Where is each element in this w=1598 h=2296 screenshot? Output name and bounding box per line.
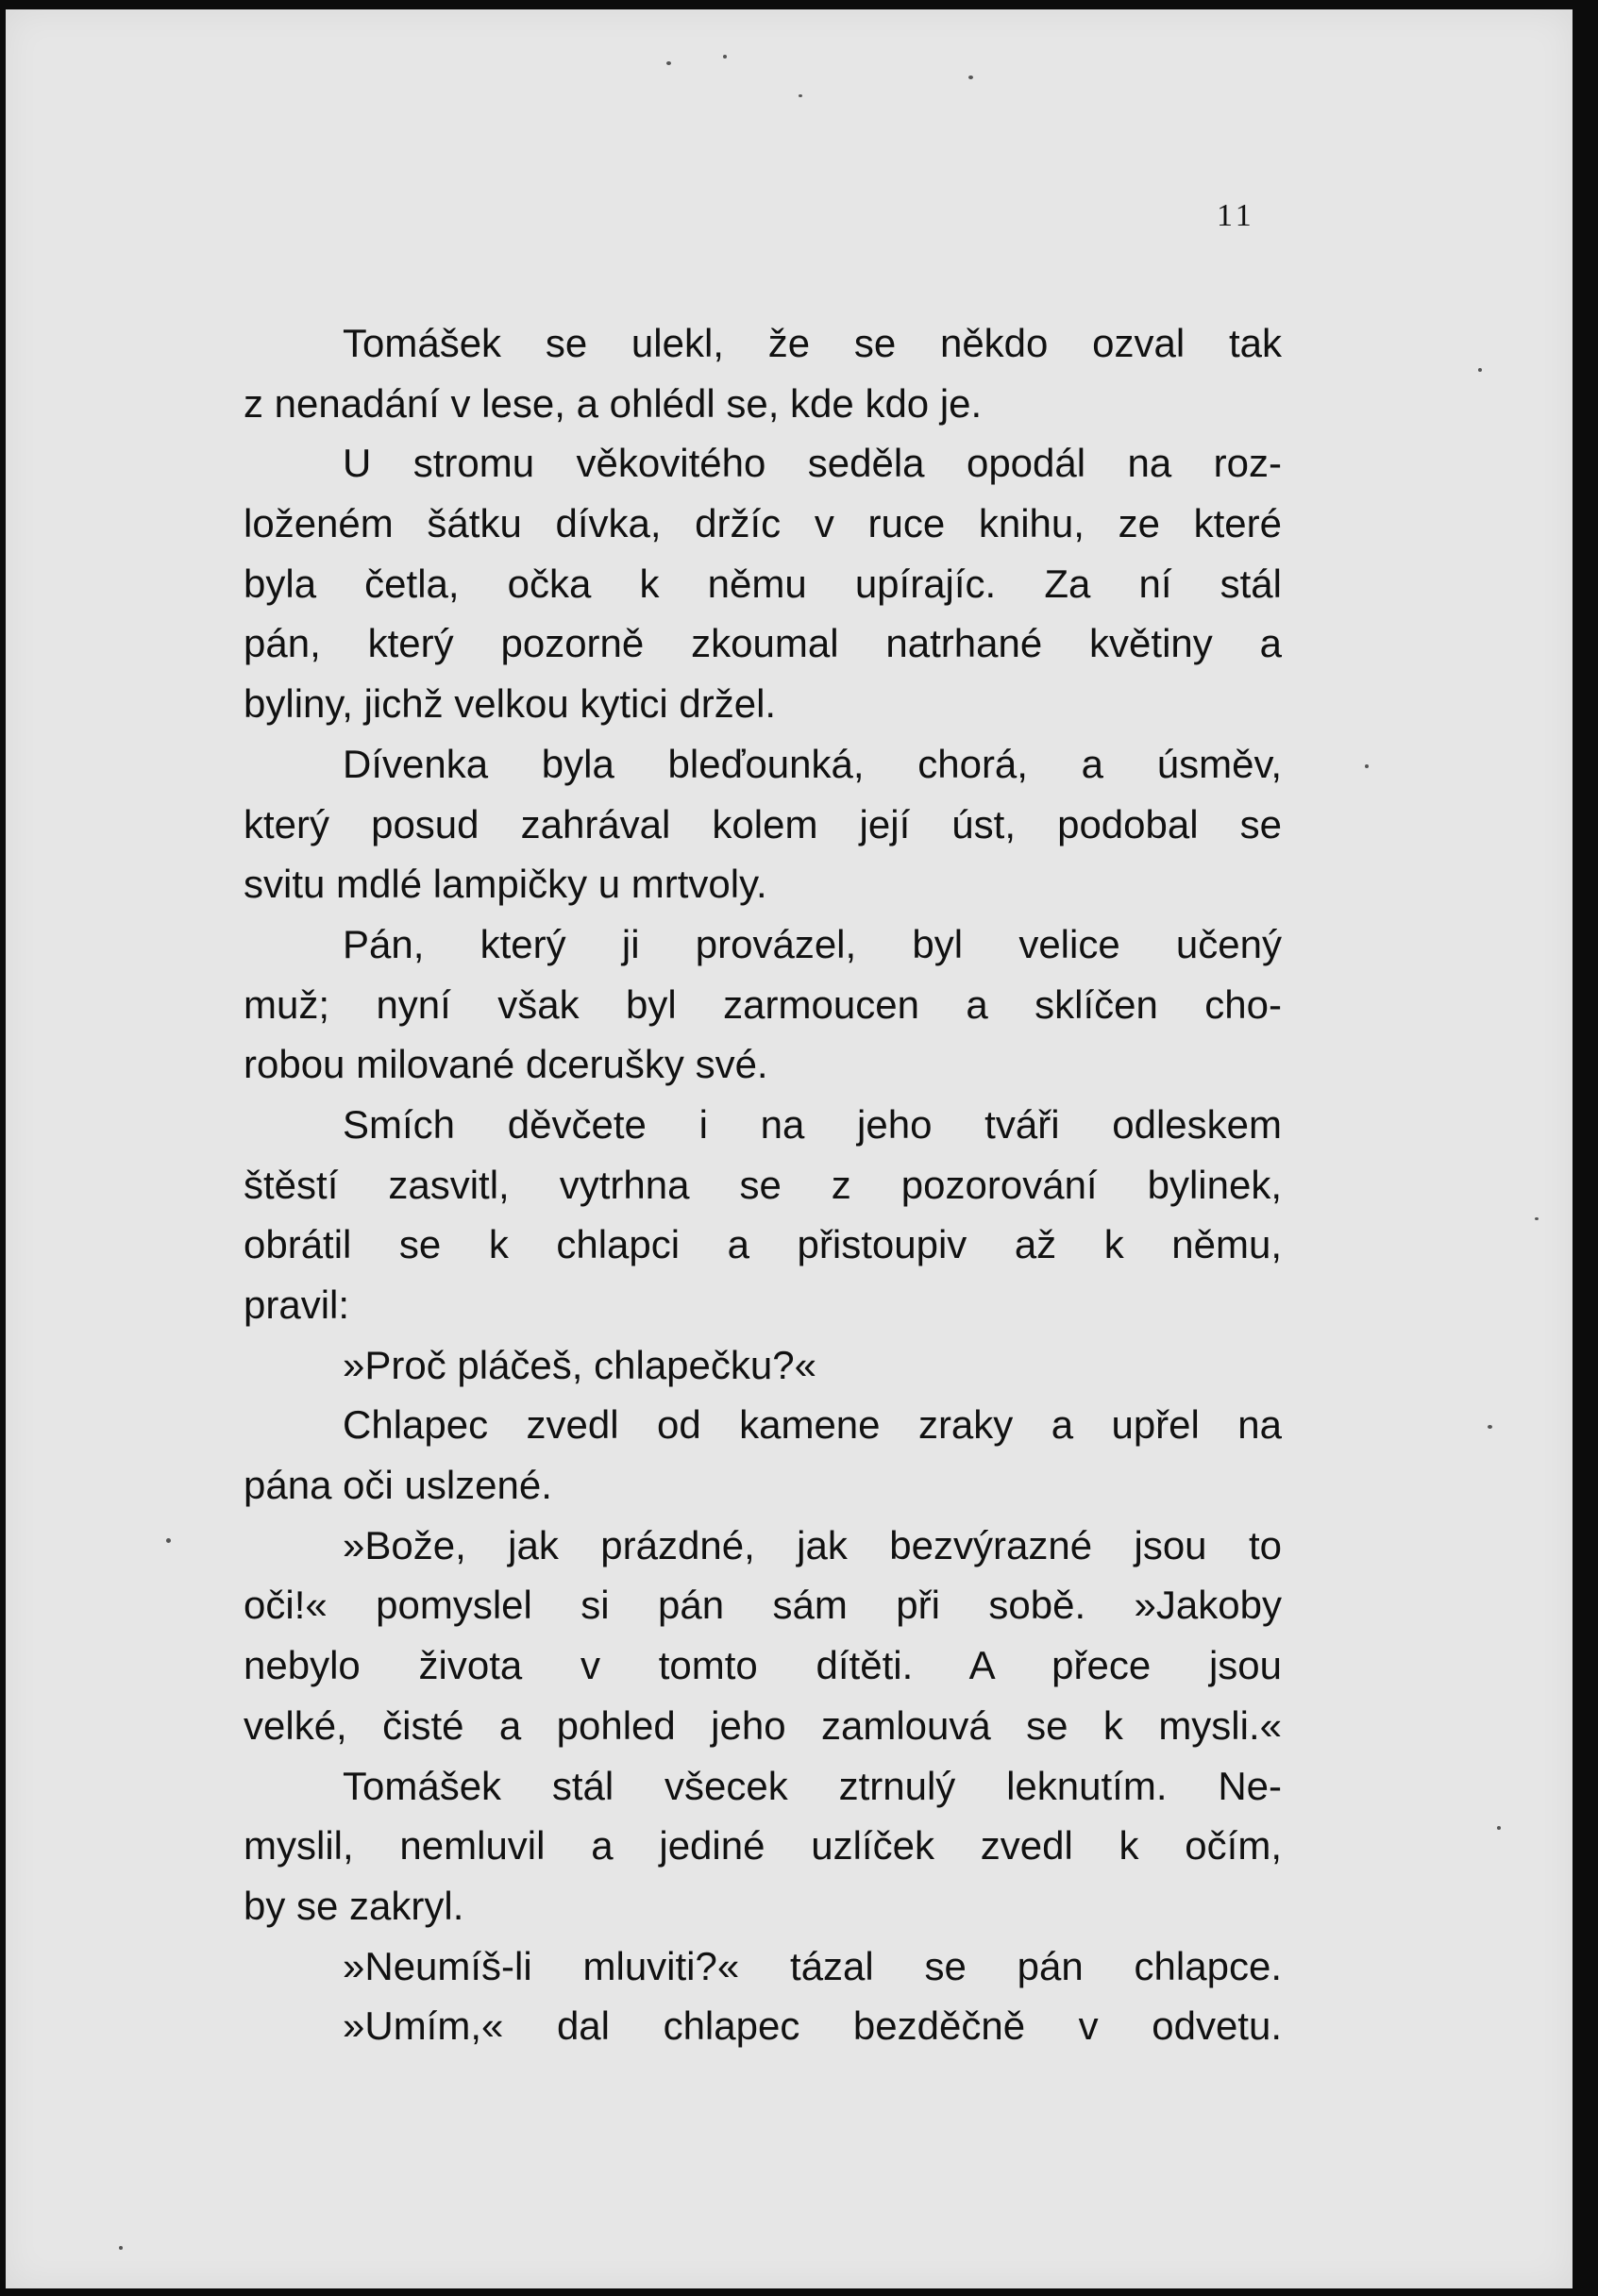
text-line: Pán, který ji provázel, byl velice učený [343, 921, 1282, 966]
text-line: robou milované dcerušky své. [244, 1042, 768, 1087]
text-line: obrátil se k chlapci a přistoupiv až k němu, [244, 1222, 1282, 1267]
page-number: 11 [1217, 198, 1255, 233]
scan-speck [1535, 1217, 1539, 1220]
text-line: muž; nyní však byl zarmoucen a sklíčen cho- [244, 981, 1282, 1027]
text-line: myslil, nemluvil a jediné uzlíček zvedl k očím, [244, 1823, 1282, 1869]
text-line: svitu mdlé lampičky u mrtvoly. [244, 862, 767, 907]
text-line: Tomášek stál všecek ztrnulý leknutím. Ne- [343, 1763, 1282, 1808]
scan-speck [799, 94, 802, 97]
book-page [6, 9, 1573, 2288]
scan-speck [1488, 1425, 1492, 1429]
text-line: z nenadání v lese, a ohlédl se, kde kdo je. [244, 380, 983, 426]
text-line: »Umím,« dal chlapec bezděčně v odvetu. [343, 2003, 1282, 2049]
text-line: Tomášek se ulekl, že se někdo ozval tak [343, 321, 1282, 365]
text-line: byliny, jichž velkou kytici držel. [244, 681, 777, 727]
body-text [244, 313, 1282, 2056]
scan-speck [1478, 368, 1482, 372]
text-line: byla četla, očka k němu upírajíc. Za ní stál [244, 561, 1282, 606]
text-line: velké, čisté a pohled jeho zamlouvá se k mysli.« [244, 1702, 1282, 1748]
text-line: Dívenka byla bleďounká, chorá, a úsměv, [343, 741, 1282, 786]
text-line: »Neumíš-li mluviti?« tázal se pán chlapce. [343, 1943, 1282, 1988]
text-line: který posud zahrával kolem její úst, podobal se [244, 801, 1282, 846]
text-line: pravil: [244, 1282, 350, 1327]
scan-speck [166, 1538, 171, 1543]
text-line: nebylo života v tomto dítěti. A přece jsou [244, 1643, 1282, 1688]
text-line: pána oči uslzené. [244, 1463, 552, 1508]
text-line: U stromu věkovitého seděla opodál na roz- [343, 441, 1282, 486]
text-line: oči!« pomyslel si pán sám při sobě. »Jakoby [244, 1583, 1282, 1628]
text-line: štěstí zasvitl, vytrhna se z pozorování bylinek, [244, 1162, 1282, 1207]
text-line: »Proč pláčeš, chlapečku?« [343, 1342, 816, 1387]
scan-speck [1497, 1826, 1501, 1830]
scan-speck [666, 61, 671, 65]
text-line: Smích děvčete i na jeho tváři odleskem [343, 1101, 1282, 1147]
text-line: pán, který pozorně zkoumal natrhané květiny a [244, 621, 1282, 666]
scan-speck [968, 75, 973, 79]
text-line: loženém šátku dívka, držíc v ruce knihu, ze které [244, 501, 1282, 546]
text-line: »Bože, jak prázdné, jak bezvýrazné jsou to [343, 1522, 1282, 1567]
scan-speck [1365, 764, 1369, 768]
text-line: Chlapec zvedl od kamene zraky a upřel na [343, 1402, 1282, 1448]
scan-speck [119, 2246, 123, 2250]
scan-speck [723, 55, 727, 59]
text-line: by se zakryl. [244, 1883, 464, 1928]
